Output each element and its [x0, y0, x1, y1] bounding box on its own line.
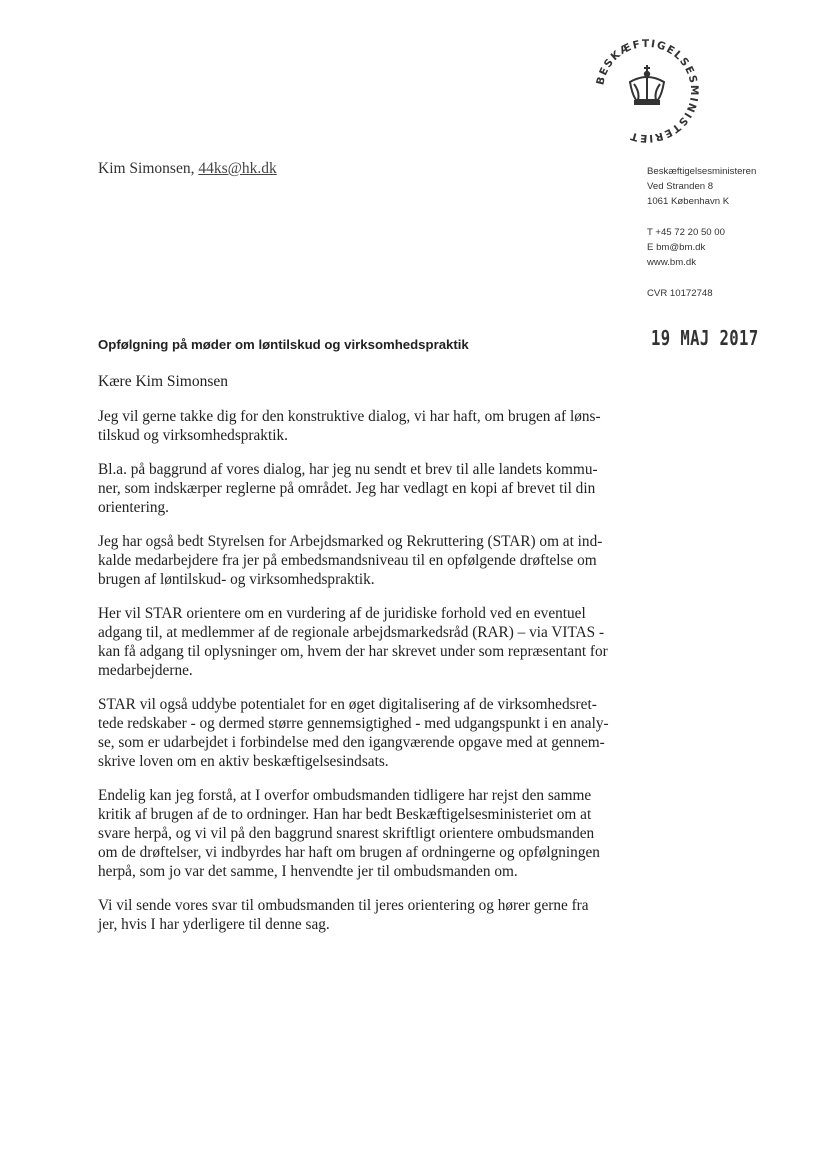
- body-paragraph: [98, 532, 618, 589]
- body-paragraph: [98, 896, 618, 934]
- body-line: om de drøftelser, vi indbyrdes har haft om brugen af ordningerne og opfølgningen: [98, 844, 600, 861]
- body-line: medarbejderne.: [98, 662, 193, 679]
- body-line: se, som er udarbejdet i forbindelse med den igangværende opgave med at gennem-: [98, 734, 605, 751]
- seal-arc-text: BESKÆFTIGELSESMINISTERIET: [594, 37, 701, 145]
- recipient-email-link[interactable]: 44ks@hk.dk: [198, 160, 277, 177]
- body-line: Bl.a. på baggrund af vores dialog, har jeg nu sendt et brev til alle landets kommu-: [98, 461, 598, 478]
- body-line: Vi vil sende vores svar til ombudsmanden til jeres orientering og hører gerne fra: [98, 897, 589, 914]
- body-line: kritik af brugen af de to ordninger. Han har bedt Beskæftigelsesministeriet om at: [98, 806, 592, 823]
- ministry-seal-logo: [592, 36, 702, 146]
- sender-cvr: CVR 10172748: [647, 288, 713, 299]
- sender-street: Ved Stranden 8: [647, 181, 714, 192]
- crown-icon: [630, 65, 664, 105]
- body-line: Endelig kan jeg forstå, at I overfor ombudsmanden tidligere har rejst den samme: [98, 787, 592, 804]
- body-line: orientering.: [98, 499, 169, 516]
- body-line: Jeg vil gerne takke dig for den konstruktive dialog, vi har haft, om brugen af løns-: [98, 408, 601, 425]
- sender-website: www.bm.dk: [647, 257, 697, 268]
- sender-city: 1061 København K: [647, 196, 730, 207]
- body-line: jer, hvis I har yderligere til denne sag.: [98, 916, 330, 933]
- body-paragraph: [98, 407, 618, 445]
- salutation: Kære Kim Simonsen: [98, 373, 229, 390]
- recipient-line: [98, 160, 277, 178]
- body-line: STAR vil også uddybe potentialet for en øget digitalisering af de virksomhedsret-: [98, 696, 597, 713]
- sender-email: E bm@bm.dk: [647, 242, 706, 253]
- body-line: brugen af løntilskud- og virksomhedspraktik.: [98, 571, 375, 588]
- body-paragraph: [98, 604, 618, 680]
- recipient-name: Kim Simonsen,: [98, 160, 195, 177]
- sender-name: Beskæftigelsesministeren: [647, 166, 757, 177]
- date-stamp: 19 MAJ 2017: [651, 326, 759, 350]
- body-line: ner, som indskærper reglerne på området. Jeg har vedlagt en kopi af brevet til din: [98, 480, 596, 497]
- body-paragraph: [98, 460, 618, 517]
- body-line: kalde medarbejdere fra jer på embedsmandsniveau til en opfølgende drøftelse om: [98, 552, 597, 569]
- body-paragraph: [98, 786, 618, 881]
- body-line: herpå, som jo var det samme, I henvendte jer til ombudsmanden om.: [98, 863, 518, 880]
- body-line: tede redskaber - og dermed større gennemsigtighed - med udgangspunkt i en analy-: [98, 715, 609, 732]
- spacer: [647, 270, 756, 286]
- body-line: adgang til, at medlemmer af de regionale arbejdsmarkedsråd (RAR) – via VITAS -: [98, 624, 605, 641]
- sender-phone: T +45 72 20 50 00: [647, 227, 725, 238]
- sender-address-block: [647, 164, 756, 301]
- body-line: tilskud og virksomhedspraktik.: [98, 427, 288, 444]
- body-paragraph: [98, 695, 618, 771]
- body-line: Her vil STAR orientere om en vurdering af de juridiske forhold ved en eventuel: [98, 605, 586, 622]
- letter-body: [98, 407, 618, 949]
- spacer: [647, 209, 756, 225]
- body-line: kan få adgang til oplysninger om, hvem der har skrevet under som repræsentant for: [98, 643, 608, 660]
- body-line: skrive loven om en aktiv beskæftigelsesindsats.: [98, 753, 389, 770]
- seal-svg: [592, 36, 702, 146]
- body-line: svare herpå, og vi vil på den baggrund snarest skriftligt orientere ombudsmanden: [98, 825, 595, 842]
- body-line: Jeg har også bedt Styrelsen for Arbejdsmarked og Rekruttering (STAR) om at ind-: [98, 533, 603, 550]
- letter-subject: Opfølgning på møder om løntilskud og virksomhedspraktik: [98, 337, 469, 352]
